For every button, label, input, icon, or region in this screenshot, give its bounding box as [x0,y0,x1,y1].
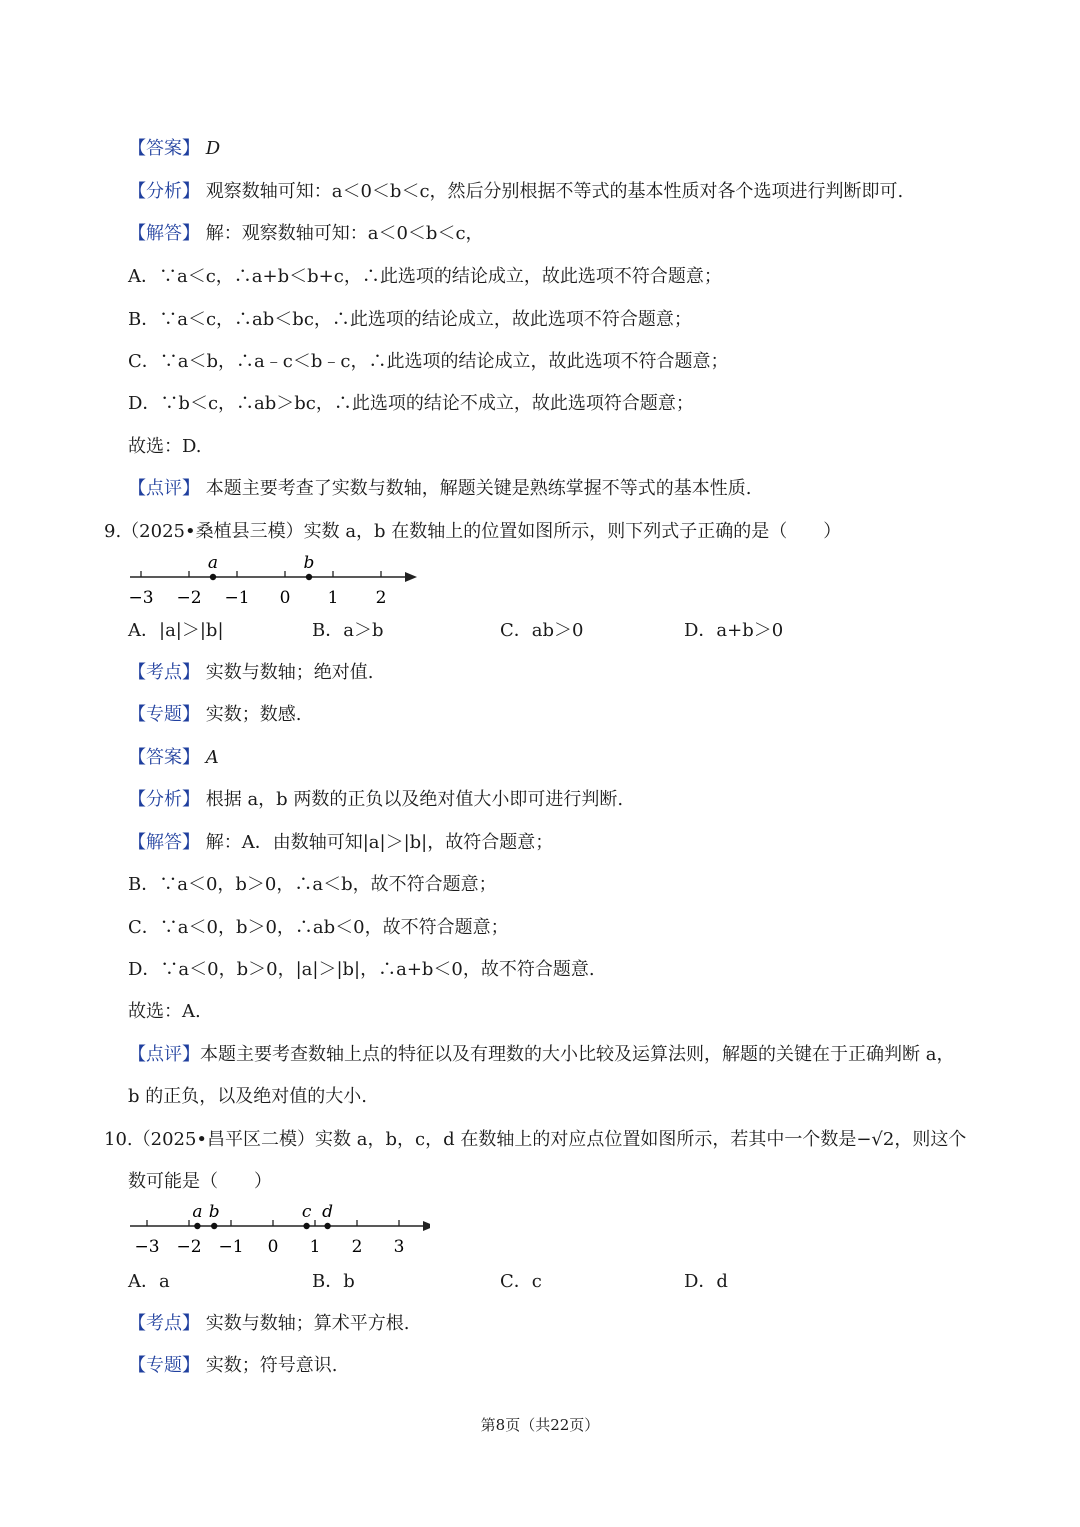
q10-option-c: C．c [500,1271,542,1292]
q9-stem: 9.（2025•桑植县三模）实数 a，b 在数轴上的位置如图所示，则下列式子正确的是（ ） [104,521,842,542]
axis-tick-label: −2 [176,1237,202,1257]
point-label-d: d [322,1203,334,1222]
axis-tick-label: 1 [327,588,339,608]
q9-zhuanti: 【专题】 实数；数感. [128,704,302,725]
q10-option-d: D．d [684,1271,728,1292]
point-d [324,1223,330,1229]
q9-analysis: 【分析】 根据 a，b 两数的正负以及绝对值大小即可进行判断. [128,789,624,810]
q9-step-d: D．∵a＜0，b＞0，|a|＞|b|，∴a+b＜0，故不符合题意. [128,959,595,980]
axis-arrow [423,1221,430,1231]
point-label-b: b [303,555,315,573]
axis-tick-label: 0 [267,1237,279,1257]
point-label-a: a [192,1203,203,1222]
q9-kaodian: 【考点】 实数与数轴；绝对值. [128,662,374,683]
q8-choose: 故选：D. [128,436,202,457]
q8-step-d: D．∵b＜c，∴ab＞bc，∴此选项的结论不成立，故此选项符合题意； [128,393,694,414]
point-b [211,1223,217,1229]
q10-stem: 10.（2025•昌平区二模）实数 a，b，c，d 在数轴上的对应点位置如图所示，若其中一个数是−√2，则这个 [104,1129,967,1150]
q10-option-b: B．b [312,1271,355,1292]
q9-step-b: B．∵a＜0，b＞0，∴a＜b，故不符合题意； [128,874,497,895]
q9-choose: 故选：A. [128,1001,201,1022]
point-label-a: a [207,555,219,573]
point-label-b: b [208,1203,220,1222]
axis-tick-label: −1 [224,588,250,608]
axis-tick-label: −1 [218,1237,244,1257]
point-label-c: c [301,1203,312,1222]
q9-number-line [120,555,430,615]
point-b [306,574,312,580]
q9-option-c: C．ab＞0 [500,620,584,641]
q10-stem-cont: 数可能是（ ） [128,1171,272,1192]
q9-solution: 【解答】 解：A．由数轴可知|a|＞|b|，故符合题意； [128,832,554,853]
q9-option-d: D．a+b＞0 [684,620,784,641]
q10-zhuanti: 【专题】 实数；符号意识. [128,1355,338,1376]
q10-number-line [120,1203,430,1263]
page-footer: 第8页（共22页） [480,1416,600,1434]
q9-comment-cont: b 的正负，以及绝对值的大小. [128,1086,367,1107]
axis-tick-label: 3 [393,1237,405,1257]
axis-tick-label: −3 [134,1237,160,1257]
q8-solution: 【解答】 解：观察数轴可知：a＜0＜b＜c， [128,223,484,244]
q9-comment: 【点评】本题主要考查数轴上点的特征以及有理数的大小比较及运算法则，解题的关键在于正确判断 a， [128,1044,955,1065]
axis-tick-label: 0 [279,588,291,608]
point-c [303,1223,309,1229]
q9-answer: 【答案】 A [128,747,219,768]
axis-tick-label: 2 [375,588,387,608]
axis-arrow [405,572,417,582]
q9-step-c: C．∵a＜0，b＞0，∴ab＜0，故不符合题意； [128,917,509,938]
axis-tick-label: −2 [176,588,202,608]
q10-option-a: A．a [128,1271,170,1292]
q8-step-c: C．∵a＜b，∴a﹣c＜b﹣c，∴此选项的结论成立，故此选项不符合题意； [128,351,729,372]
point-a [210,574,216,580]
q8-comment: 【点评】 本题主要考查了实数与数轴，解题关键是熟练掌握不等式的基本性质. [128,478,752,499]
q8-step-b: B．∵a＜c，∴ab＜bc，∴此选项的结论成立，故此选项不符合题意； [128,309,692,330]
axis-tick-label: 2 [351,1237,363,1257]
point-a [194,1223,200,1229]
q9-option-a: A．|a|＞|b| [128,620,224,641]
axis-tick-label: −3 [128,588,154,608]
q9-option-b: B．a＞b [312,620,384,641]
q8-answer: 【答案】 D [128,138,221,159]
q8-step-a: A．∵a＜c，∴a+b＜b+c，∴此选项的结论成立，故此选项不符合题意； [128,266,722,287]
q10-kaodian: 【考点】 实数与数轴；算术平方根. [128,1313,410,1334]
axis-tick-label: 1 [309,1237,321,1257]
q8-analysis: 【分析】 观察数轴可知：a＜0＜b＜c，然后分别根据不等式的基本性质对各个选项进行判断即可. [128,181,904,202]
